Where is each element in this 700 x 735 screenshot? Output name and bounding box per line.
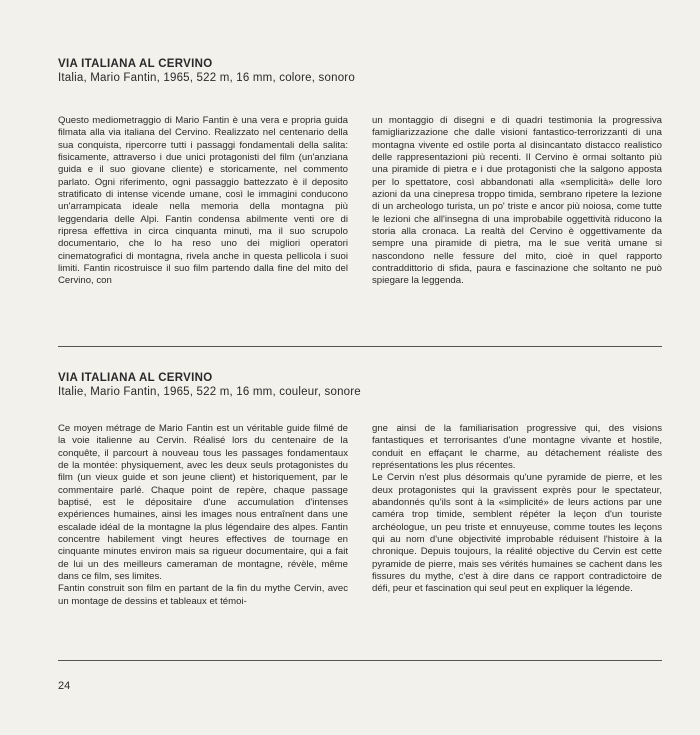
italian-subtitle: Italia, Mario Fantin, 1965, 522 m, 16 mm, colore, sonoro [58, 72, 355, 84]
french-right-column [372, 423, 662, 608]
french-columns [58, 423, 662, 608]
italian-title: VIA ITALIANA AL CERVINO [58, 58, 213, 70]
italian-left-column [58, 115, 348, 288]
french-right-paragraph-1: gne ainsi de la familiarisation progressive qui, des visions fantastiques et terrorisantes d'une montagne vivante et hostile, conduit en effaçant le charme, au détachement réaliste des représentations les plus récentes. [372, 423, 662, 472]
italian-columns [58, 115, 662, 288]
french-subtitle: Italie, Mario Fantin, 1965, 522 m, 16 mm, couleur, sonore [58, 386, 361, 398]
french-title: VIA ITALIANA AL CERVINO [58, 372, 213, 384]
italian-section [58, 57, 662, 287]
french-right-paragraph-2: Le Cervin n'est plus désormais qu'une pyramide de pierre, et les deux protagonistes qui la gravissent exprès pour le spectateur, abandonnés qu'ils sont à la «simplicité» de leurs actions par une caméra trop timide, semblent répéter la leçon d'un touriste archéologue, un peu triste et ennuyeuse, comme toutes les leçons qui au nom d'une objectivité improbable réduisent l'histoire à la chronique. Depuis toujours, la réalité objective du Cervin est cette pyramide de pierre, mais ses vérités humaines se cachent dans les fissures du mythe, c'est à dire dans ce rapport contradictoire de défi, peur et fascination qui seul peut en expliquer la légende. [372, 472, 662, 595]
page-number: 24 [58, 680, 71, 692]
french-section [58, 371, 662, 607]
italian-right-paragraph-1: un montaggio di disegni e di quadri testimonia la progressiva famigliarizzazione che dalle visioni fantastico-terrorizzanti di una montagna vivente ed ostile porta al disincantato distacco realistico delle rappresentazioni più recenti. Il Cervino è ormai soltanto più una piramide di pietra e i due protagonisti che la salgono apposta per lo spettatore, così abbandonati alla «semplicità» delle loro azioni da una cinepresa troppo timida, sembrano ripetere la lezione di un archeologo turista, un po' triste e ancor più noiosa, come tutte le lezioni che all'insegna di una improbabile oggettività riducono la storia alla cronaca. La realtà del Cervino è oggettivamente da sempre una piramide di pietra, ma le sue verità umane si nascondono nelle fessure del mito, cioè in quel rapporto contraddittorio di sfida, paura e fascinazione che soltanto ne può spiegare la leggenda. [372, 115, 662, 287]
french-left-column [58, 423, 348, 608]
italian-left-paragraph-1: Questo mediometraggio di Mario Fantin è una vera e propria guida filmata alla via italiana del Cervino. Realizzato nel centenario della sua conquista, ripercorre tutti i passaggi fondamentali della salita: fisicamente, attraverso i due unici protagonisti del film (un'anziana guida e il suo giovane cliente) e storicamente, nel commento parlato. Ogni riferimento, ogni passaggio battezzato è il deposito stratificato di intense vicende umane, così le immagini conducono un'arrampicata ideale nella memoria della montagna più leggendaria delle Alpi. Fantin condensa abilmente venti ore di ripresa effettiva in circa cinquanta minuti, ma il suo scrupolo documentario, che lo ha reso uno dei migliori operatori cinematografici di montagna, rivela anche in questa pellicola i suoi limiti. Fantin ricostruisce il suo film partendo dalla fine del mito del Cervino, con [58, 115, 348, 287]
section-divider-bottom [58, 660, 662, 661]
french-left-paragraph-2: Fantin construit son film en partant de la fin du mythe Cervin, avec un montage de dessins et tableaux et témoi- [58, 583, 348, 607]
section-divider-top [58, 346, 662, 347]
french-left-paragraph-1: Ce moyen métrage de Mario Fantin est un véritable guide filmé de la voie italienne au Cervin. Réalisé lors du centenaire de la conquête, il parcourt à nouveau tous les passages fondamentaux de la montée: physiquement, avec les deux seuls protagonistes du film (un vieux guide et son jeune client) et historiquement, par le commentaire parlé. Chaque point de repère, chaque passage baptisé, est le dépositaire d'une accumulation d'intenses expériences humaines, ainsi les images nous entraînent dans une escalade idéal de la montagne la plus légendaire des alpes. Fantin concentre habilement vingt heures effectives de tournage en cinquante minutes environ mais sa rigueur documentaire, qui a fait de lui un des meilleurs cameraman de montagne, révèle, même dans ce film, ses limites. [58, 423, 348, 583]
italian-right-column [372, 115, 662, 288]
